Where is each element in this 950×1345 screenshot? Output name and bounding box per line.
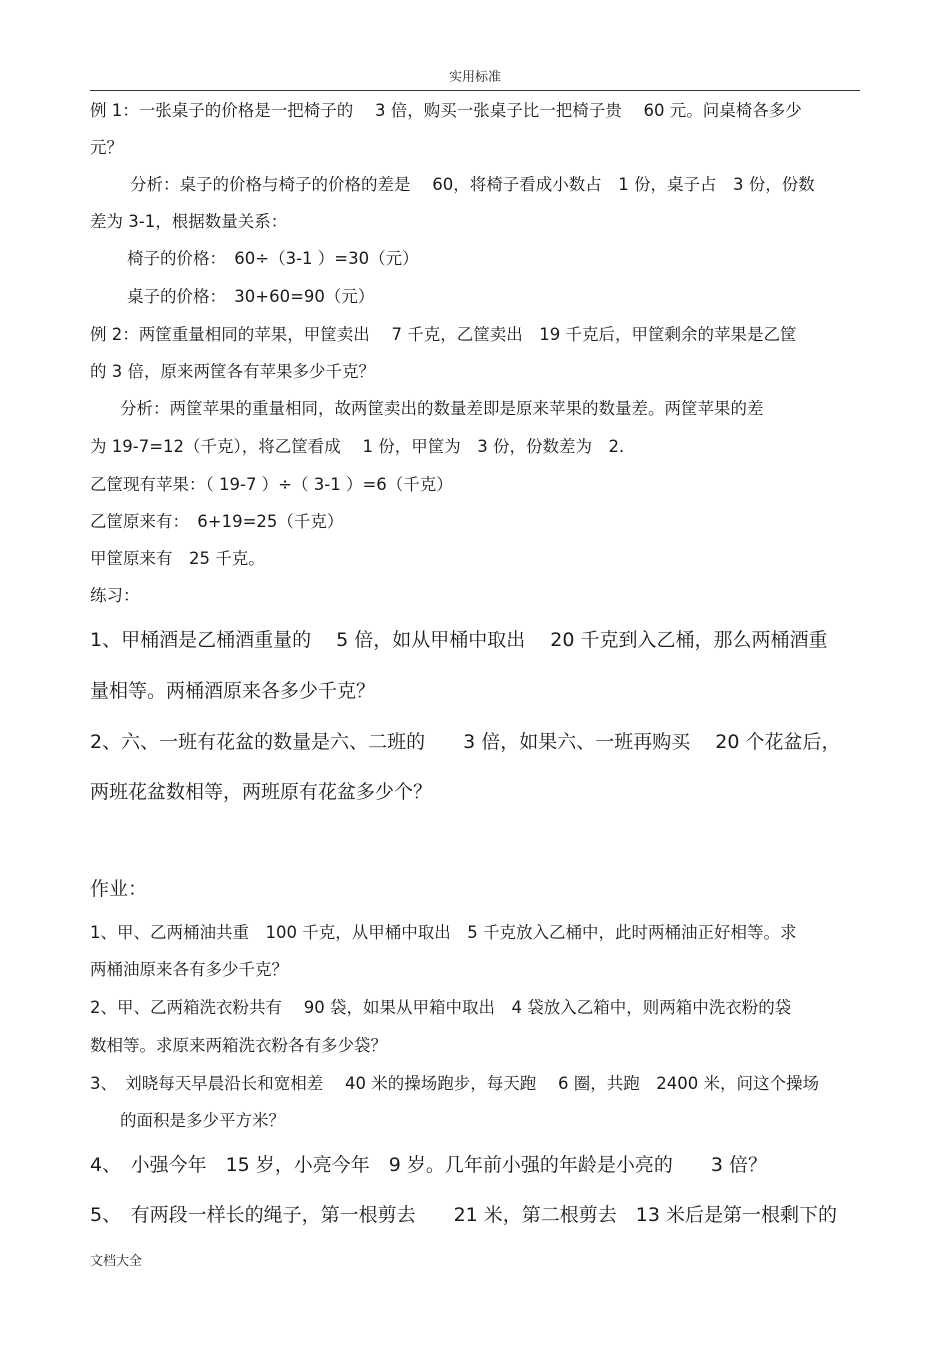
calc-line2: 乙筐原来有： 6+19=25（千克） [90,512,344,531]
homework2-line2: 数相等。求原来两箱洗衣粉各有多少袋？ [90,1036,387,1055]
chair-price-line: 椅子的价格： 60÷（3-1 ）=30（元） [127,249,419,268]
analysis2-line2: 为 19-7=12（千克），将乙筐看成 1 份，甲筐为 3 份，份数差为 2. [90,437,625,456]
calc-line3: 甲筐原来有 25 千克。 [90,549,265,568]
homework3-line2: 的面积是多少平方米？ [120,1111,285,1130]
analysis1-line2: 差为 3-1，根据数量关系： [90,212,288,231]
practice2-line1: 2、六、一班有花盆的数量是六、二班的 3 倍，如果六、一班再购买 20 个花盆后， [90,731,841,753]
homework-heading: 作业： [90,878,148,900]
practice1-line1: 1、甲桶酒是乙桶酒重量的 5 倍，如从甲桶中取出 20 千克到入乙桶，那么两桶酒重 [90,629,828,651]
homework4-line: 4、 小强今年 15 岁，小亮今年 9 岁。几年前小强的年龄是小亮的 3 倍？ [90,1154,768,1176]
homework5-line: 5、 有两段一样长的绳子，第一根剪去 21 米，第二根剪去 13 米后是第一根剩下的 [90,1204,838,1226]
page-footer: 文档大全 [90,1254,143,1269]
example2-line2: 的 3 倍，原来两筐各有苹果多少千克？ [90,362,375,381]
practice2-line2: 两班花盆数相等，两班原有花盆多少个？ [90,781,433,803]
analysis2-line1: 分析：两筐苹果的重量相同，故两筐卖出的数量差即是原来苹果的数量差。两筐苹果的差 [120,399,764,418]
practice-heading: 练习： [90,586,140,605]
header-rule [90,90,860,91]
page-header: 实用标准 [448,70,501,85]
example1-line1: 例 1：一张桌子的价格是一把椅子的 3 倍，购买一张桌子比一把椅子贵 60 元。问桌椅各多少 [90,101,802,120]
practice1-line2: 量相等。两桶酒原来各多少千克？ [90,680,376,702]
example2-line1: 例 2：两筐重量相同的苹果，甲筐卖出 7 千克，乙筐卖出 19 千克后，甲筐剩余的苹果是乙筐 [90,325,797,344]
calc-line1: 乙筐现有苹果：（ 19-7 ）÷（ 3-1 ）=6（千克） [90,475,453,494]
homework1-line2: 两桶油原来各有多少千克？ [90,960,288,979]
analysis1-line1: 分析：桌子的价格与椅子的价格的差是 60，将椅子看成小数占 1 份，桌子占 3 份，份数 [130,175,815,194]
homework3-line1: 3、 刘晓每天早晨沿长和宽相差 40 米的操场跑步，每天跑 6 圈，共跑 2400 米，问这个操场 [90,1074,819,1093]
example1-line2: 元？ [90,138,123,157]
homework2-line1: 2、甲、乙两箱洗衣粉共有 90 袋，如果从甲箱中取出 4 袋放入乙箱中，则两箱中洗衣粉的袋 [90,998,792,1017]
table-price-line: 桌子的价格： 30+60=90（元） [127,287,375,306]
homework1-line1: 1、甲、乙两桶油共重 100 千克，从甲桶中取出 5 千克放入乙桶中，此时两桶油正好相等。求 [90,923,797,942]
